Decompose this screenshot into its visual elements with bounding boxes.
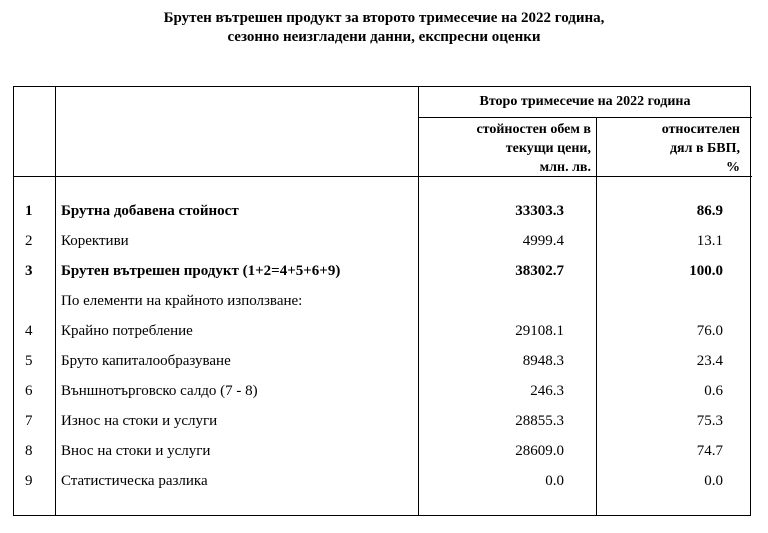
row-value: 28855.3 xyxy=(515,413,564,429)
table-row xyxy=(14,200,752,222)
row-share: 23.4 xyxy=(696,353,723,369)
row-label: Външнотърговско салдо (7 - 8) xyxy=(61,383,258,399)
row-share: 74.7 xyxy=(696,443,723,459)
row-label: Бруто капиталообразуване xyxy=(61,353,231,369)
value-header-line-2: текущи цени, xyxy=(505,141,591,156)
header-divider xyxy=(418,117,752,118)
row-value: 28609.0 xyxy=(515,443,564,459)
row-share: 86.9 xyxy=(696,203,723,219)
row-value: 8948.3 xyxy=(522,353,564,369)
table-row xyxy=(14,260,752,282)
document-title xyxy=(0,9,768,47)
share-header-line-1: относителен xyxy=(661,122,740,137)
title-line-2: сезонно неизгладени данни, експресни оценки xyxy=(227,29,541,45)
row-number: 8 xyxy=(25,443,33,459)
row-label: Брутен вътрешен продукт (1+2=4+5+6+9) xyxy=(61,263,341,279)
value-column-header xyxy=(419,120,591,177)
row-label: Крайно потребление xyxy=(61,323,193,339)
row-label: Внос на стоки и услуги xyxy=(61,443,211,459)
period-header: Второ тримесечие на 2022 година xyxy=(479,94,691,109)
row-value: 246.3 xyxy=(530,383,564,399)
table-row xyxy=(14,230,752,252)
table-row xyxy=(14,380,752,402)
row-number: 7 xyxy=(25,413,33,429)
row-value: 33303.3 xyxy=(515,203,564,219)
gdp-table xyxy=(13,86,751,516)
row-share: 75.3 xyxy=(696,413,723,429)
row-label: Корективи xyxy=(61,233,129,249)
row-label: По елементи на крайното използване: xyxy=(61,293,303,309)
title-line-1: Брутен вътрешен продукт за второто тримесечие на 2022 година, xyxy=(163,10,605,26)
table-row xyxy=(14,470,752,492)
share-header-line-3: % xyxy=(726,160,740,175)
row-label: Статистическа разлика xyxy=(61,473,208,489)
table-row xyxy=(14,410,752,432)
row-number: 5 xyxy=(25,353,33,369)
share-header-line-2: дял в БВП, xyxy=(669,141,740,156)
table-row xyxy=(14,350,752,372)
row-label: Брутна добавена стойност xyxy=(61,203,239,219)
row-number: 6 xyxy=(25,383,33,399)
row-value: 0.0 xyxy=(545,473,564,489)
row-number: 1 xyxy=(25,203,33,219)
value-header-line-1: стойностен обем в xyxy=(476,122,591,137)
table-row xyxy=(14,290,752,312)
row-number: 3 xyxy=(25,263,33,279)
row-share: 100.0 xyxy=(689,263,723,279)
row-number: 4 xyxy=(25,323,33,339)
table-row xyxy=(14,440,752,462)
row-value: 38302.7 xyxy=(515,263,564,279)
row-share: 13.1 xyxy=(696,233,723,249)
row-label: Износ на стоки и услуги xyxy=(61,413,218,429)
row-share: 0.6 xyxy=(704,383,723,399)
row-value: 4999.4 xyxy=(522,233,564,249)
row-share: 0.0 xyxy=(704,473,723,489)
row-share: 76.0 xyxy=(696,323,723,339)
row-value: 29108.1 xyxy=(515,323,564,339)
row-number: 9 xyxy=(25,473,33,489)
share-column-header xyxy=(597,120,740,177)
row-number: 2 xyxy=(25,233,33,249)
table-row xyxy=(14,320,752,342)
value-header-line-3: млн. лв. xyxy=(539,160,591,175)
